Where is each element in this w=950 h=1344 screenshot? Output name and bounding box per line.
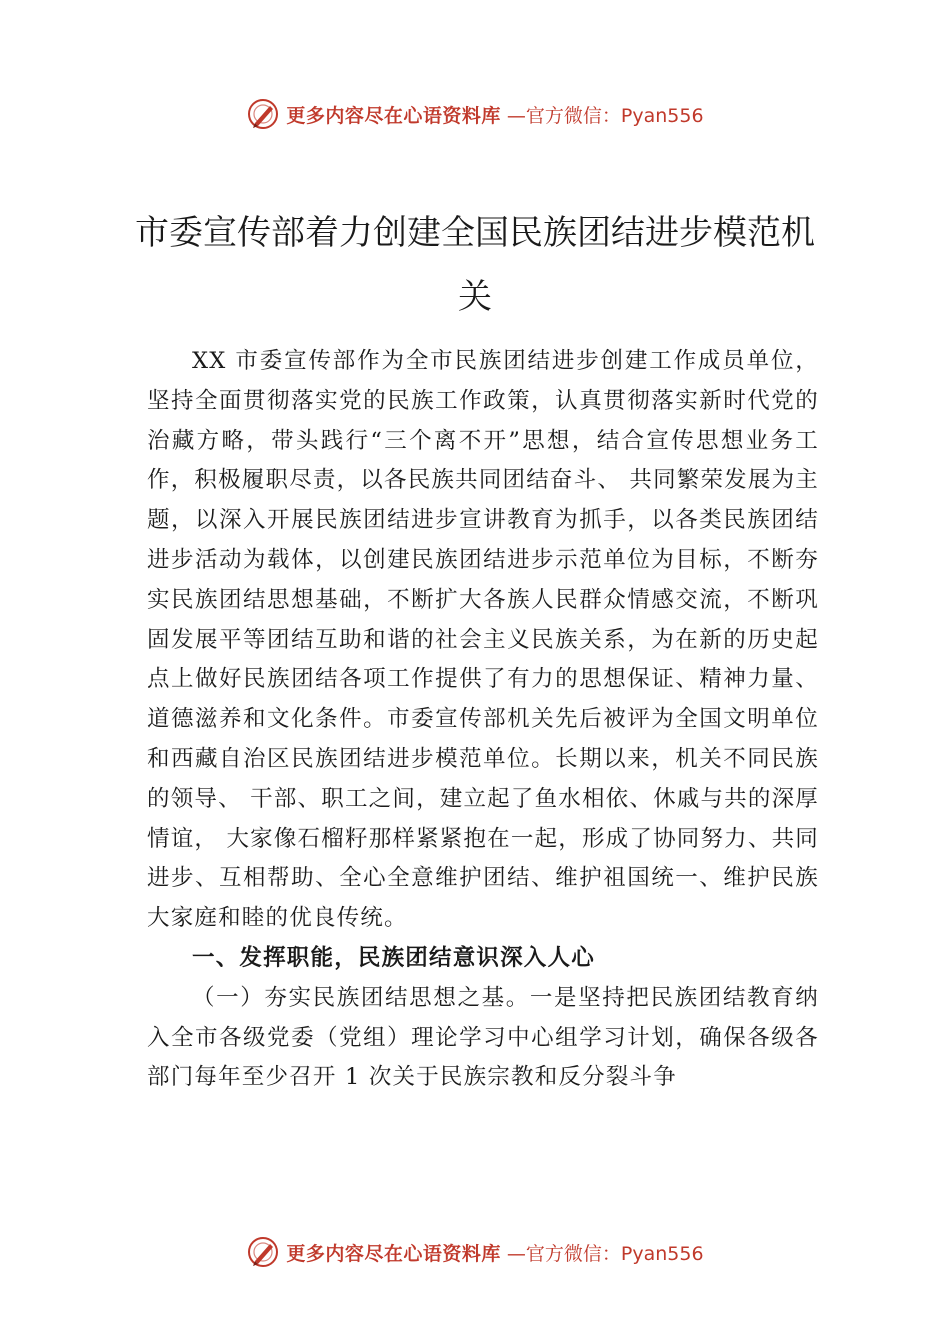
- footer-banner-wechat-text: —官方微信：Pyan556: [506, 1242, 704, 1265]
- pen-logo-icon: [246, 1235, 280, 1269]
- header-banner-wechat-text: —官方微信：Pyan556: [506, 104, 704, 127]
- footer-banner-main-text: 更多内容尽在心语资料库: [286, 1242, 501, 1265]
- footer-banner: [0, 1232, 950, 1272]
- paragraph-section-1-1: （一）夯实民族团结思想之基。一是坚持把民族团结教育纳入全市各级党委（党组）理论学习中心组学习计划，确保各级各部门每年至少召开 1 次关于民族宗教和反分裂斗争: [147, 984, 819, 1091]
- header-banner-main-text: 更多内容尽在心语资料库: [286, 104, 501, 127]
- document-title: 市委宣传部着力创建全国民族团结进步模范机关: [135, 212, 815, 317]
- document-body: [147, 342, 819, 1098]
- paragraph-intro: XX 市委宣传部作为全市民族团结进步创建工作成员单位，坚持全面贯彻落实党的民族工作政策，认真贯彻落实新时代党的治藏方略，带头践行“三个离不开”思想，结合宣传思想业务工作，积极履职尽责，以各民族共同团结奋斗、 共同繁荣发展为主题，以深入开展民族团结进步宣讲教育为抓手，以各类民族团结进步活动为载体，以创建民族团结进步示范单位为目标，不断夯实民族团结思想基础，不断扩大各族人民群众情感交流，不断巩固发展平等团结互助和谐的社会主义民族关系，为在新的历史起点上做好民族团结各项工作提供了有力的思想保证、精神力量、道德滋养和文化条件。市委宣传部机关先后被评为全国文明单位和西藏自治区民族团结进步模范单位。长期以来，机关不同民族的领导、 干部、职工之间，建立起了鱼水相依、休戚与共的深厚情谊， 大家像石榴籽那样紧紧抱在一起，形成了协同努力、共同进步、互相帮助、全心全意维护团结、维护祖国统一、维护民族大家庭和睦的优良传统。: [147, 348, 819, 932]
- header-banner: [0, 94, 950, 134]
- section-heading-1: 一、发挥职能，民族团结意识深入人心: [192, 944, 595, 971]
- pen-logo-icon: [246, 97, 280, 131]
